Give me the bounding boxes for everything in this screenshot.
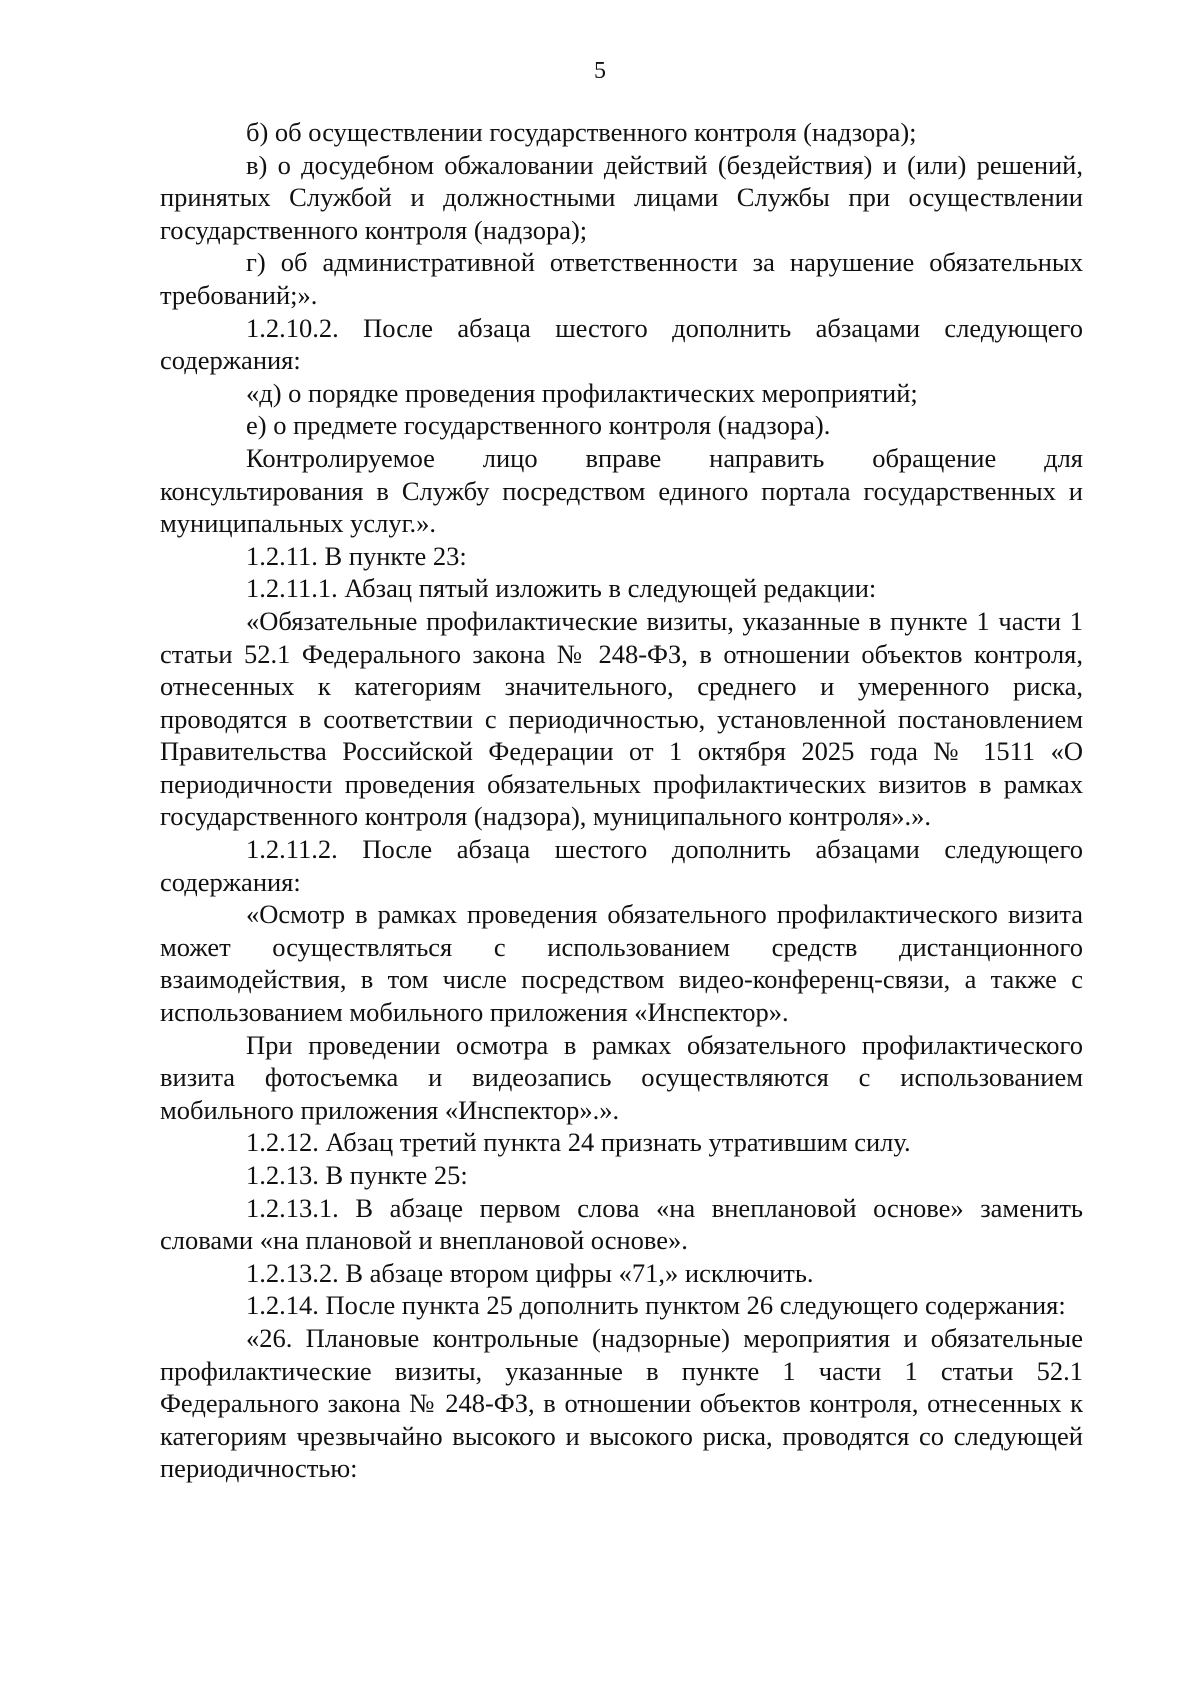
paragraph-1-2-12: 1.2.12. Абзац третий пункта 24 признать утратившим силу. [246, 1127, 911, 1158]
paragraph-item-d: «д) о порядке проведения профилактических мероприятий; [246, 377, 918, 408]
paragraph-1-2-14: 1.2.14. После пункта 25 дополнить пунктом 26 следующего содержания: [246, 1290, 1066, 1321]
document-body [160, 116, 1083, 1485]
paragraph-1-2-11-2: 1.2.11.2. После абзаца шестого дополнить абзацами следующего содержания: [160, 834, 1083, 897]
paragraph-item-b: б) об осуществлении государственного контроля (надзора); [246, 117, 917, 147]
paragraph-1-2-11: 1.2.11. В пункте 23: [246, 540, 467, 571]
paragraph-item-g: г) об административной ответственности за нарушение обязательных требований;». [160, 247, 1083, 310]
paragraph-consultation: Контролируемое лицо вправе направить обращение для консультирования в Службу посредством единого портала государственных и муниципальных услуг.». [160, 442, 1083, 539]
paragraph-inspection-remote: «Осмотр в рамках проведения обязательного профилактического визита может осуществляться с использованием средств дистанционного взаимодействия, в том числе посредством видео-конференц-связи, а также с использованием мобильного приложения «Инспектор». [160, 899, 1083, 1028]
page-number: 5 [594, 58, 606, 84]
paragraph-1-2-13-1: 1.2.13.1. В абзаце первом слова «на внеплановой основе» заменить словами «на плановой и внеплановой основе». [160, 1192, 1083, 1256]
paragraph-1-2-10-2: 1.2.10.2. После абзаца шестого дополнить абзацами следующего содержания: [160, 312, 1083, 376]
paragraph-1-2-13-2: 1.2.13.2. В абзаце втором цифры «71,» исключить. [246, 1257, 814, 1288]
paragraph-item-e: е) о предмете государственного контроля (надзора). [246, 410, 831, 441]
paragraph-item-v: в) о досудебном обжаловании действий (бездействия) и (или) решений, принятых Службой и должностными лицами Службы при осуществлении государственного контроля (надзора); [160, 149, 1083, 245]
paragraph-photo-video: При проведении осмотра в рамках обязательного профилактического визита фотосъемка и видеозапись осуществляются с использованием мобильного приложения «Инспектор».». [160, 1029, 1083, 1125]
paragraph-1-2-13: 1.2.13. В пункте 25: [246, 1160, 468, 1190]
paragraph-item-26: «26. Плановые контрольные (надзорные) мероприятия и обязательные профилактические визиты, указанные в пункте 1 части 1 статьи 52.1 Федерального закона № 248-ФЗ, в отношении объектов контроля, отнесенных к категориям чрезвычайно высокого и высокого риска, проводятся со следующей периодичностью: [160, 1322, 1083, 1484]
paragraph-mandatory-visits: «Обязательные профилактические визиты, указанные в пункте 1 части 1 статьи 52.1 Федерального закона № 248-ФЗ, в отношении объектов контроля, отнесенных к категориям значительного, среднего и умеренного риска, проводятся в соответствии с периодичностью, установленной постановлением Правительства Российской Федерации от 1 октября 2025 года № 1511 «О периодичности проведения обязательных профилактических визитов в рамках государственного контроля (надзора), муниципального контроля».». [160, 605, 1083, 832]
paragraph-1-2-11-1: 1.2.11.1. Абзац пятый изложить в следующей редакции: [246, 573, 877, 604]
